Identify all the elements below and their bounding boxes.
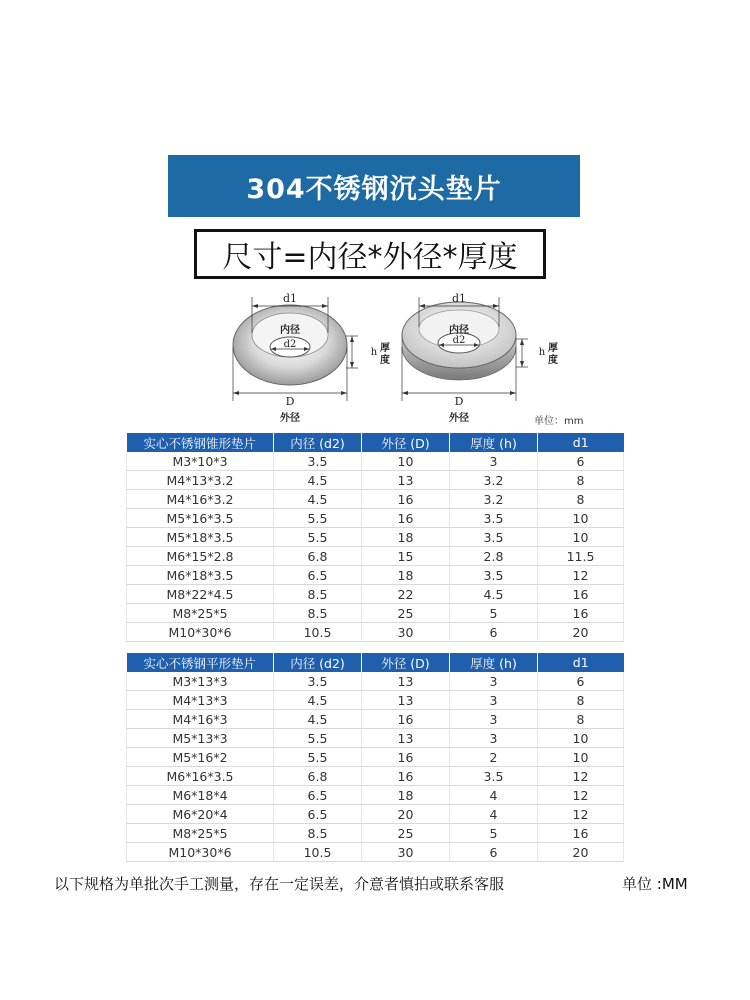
table-cell: 16 [538,824,624,843]
table-cell: 10 [538,729,624,748]
table-cell: 3.2 [450,490,538,509]
table-cell: 30 [362,843,450,862]
table-cell: 4 [450,805,538,824]
conical-outer-label: 外径 [280,413,300,424]
title-banner [168,155,580,217]
table-cell: 8 [538,710,624,729]
table-cell: 20 [362,805,450,824]
banner-title: 304不锈钢沉头垫片 [246,173,502,205]
table-cell: 3 [450,672,538,691]
size-formula-box [194,229,546,279]
column-header: 实心不锈钢平形垫片 [127,653,274,672]
table-cell: 25 [362,824,450,843]
table-cell: 4.5 [274,691,362,710]
table-cell: M5*13*3 [127,729,274,748]
table-cell: M3*10*3 [127,452,274,471]
table-cell: M4*13*3 [127,691,274,710]
table-cell: 4.5 [274,490,362,509]
table-cell: 18 [362,786,450,805]
column-header: 外径 (D) [362,433,450,452]
table-cell: 3.5 [450,509,538,528]
table-row [127,547,624,566]
table-cell: M4*16*3.2 [127,490,274,509]
table-row [127,509,624,528]
table-row [127,566,624,585]
diagram-unit-note: 单位：mm [534,416,584,427]
flat-h-label: h [538,347,546,358]
table-cell: 10 [538,509,624,528]
conical-thickness-label-1: 厚 [380,343,390,354]
table-cell: 6.8 [274,767,362,786]
flat-table-body [127,672,624,862]
table-row [127,623,624,642]
table-cell: M10*30*6 [127,843,274,862]
column-header: d1 [538,653,624,672]
table-cell: 4.5 [450,585,538,604]
table-cell: 16 [362,767,450,786]
table-cell: 5 [450,604,538,623]
table-cell: M3*13*3 [127,672,274,691]
table-row [127,729,624,748]
table-cell: M8*22*4.5 [127,585,274,604]
conical-washer-drawing [233,292,390,424]
table-cell: 10.5 [274,623,362,642]
conical-h-label: h [370,347,378,358]
table-cell: 3.2 [450,471,538,490]
flat-d2-label: d2 [452,335,466,346]
table-cell: 13 [362,471,450,490]
conical-D-label: D [285,395,295,408]
table-row [127,604,624,623]
table-cell: M6*20*4 [127,805,274,824]
table-cell: 12 [538,767,624,786]
table-cell: 16 [362,509,450,528]
flat-D-label: D [454,395,464,408]
conical-d2-label: d2 [283,339,297,350]
table-cell: 6.8 [274,547,362,566]
table-cell: M8*25*5 [127,824,274,843]
table-cell: 6 [450,843,538,862]
table-cell: 3.5 [450,566,538,585]
table-cell: 6.5 [274,566,362,585]
flat-inner-label: 内径 [449,325,469,336]
flat-washer-table [126,653,624,862]
table-cell: 16 [362,710,450,729]
table-cell: 8 [538,490,624,509]
washer-diagram [0,285,750,430]
flat-outer-label: 外径 [449,413,469,424]
table-row [127,786,624,805]
footer-unit: 单位 :MM [622,875,688,893]
table-cell: M6*15*2.8 [127,547,274,566]
table-cell: M6*18*4 [127,786,274,805]
table-cell: 13 [362,672,450,691]
table-cell: M5*18*3.5 [127,528,274,547]
table-cell: 5.5 [274,509,362,528]
table-cell: 16 [538,585,624,604]
flat-d1-label: d1 [451,292,467,305]
table-cell: 12 [538,566,624,585]
table-cell: 25 [362,604,450,623]
table-cell: 6.5 [274,786,362,805]
column-header: 内径 (d2) [274,653,362,672]
table-cell: 18 [362,528,450,547]
table-cell: 3 [450,691,538,710]
table-cell: M6*18*3.5 [127,566,274,585]
table-row [127,490,624,509]
table-cell: 10 [538,528,624,547]
table-cell: 13 [362,691,450,710]
flat-thickness-label-1: 厚 [548,343,558,354]
table-cell: 10.5 [274,843,362,862]
table-cell: 4.5 [274,710,362,729]
flat-table-header [127,653,624,672]
conical-thickness-label-2: 度 [380,355,390,366]
table-cell: 3 [450,710,538,729]
table-row [127,691,624,710]
table-cell: 16 [362,490,450,509]
table-row [127,471,624,490]
table-cell: 8 [538,471,624,490]
table-cell: M5*16*3.5 [127,509,274,528]
table-cell: 2.8 [450,547,538,566]
table-row [127,528,624,547]
table-row [127,748,624,767]
table-row [127,805,624,824]
table-cell: 10 [538,748,624,767]
table-cell: 18 [362,566,450,585]
table-cell: M10*30*6 [127,623,274,642]
flat-washer-drawing [402,292,558,424]
table-cell: 22 [362,585,450,604]
table-cell: 8.5 [274,585,362,604]
table-cell: 4.5 [274,471,362,490]
table-row [127,672,624,691]
table-cell: 5.5 [274,748,362,767]
table-cell: 3.5 [450,767,538,786]
table-cell: 16 [362,748,450,767]
table-row [127,824,624,843]
size-formula-text: 尺寸=内径*外径*厚度 [222,240,518,275]
table-cell: 12 [538,805,624,824]
table-row [127,452,624,471]
table-row [127,843,624,862]
flat-thickness-label-2: 度 [548,355,558,366]
column-header: 内径 (d2) [274,433,362,452]
table-cell: 6 [538,672,624,691]
table-cell: 3.5 [450,528,538,547]
table-cell: 3 [450,452,538,471]
column-header: 实心不锈钢锥形垫片 [127,433,274,452]
conical-table-header [127,433,624,452]
table-cell: 6 [450,623,538,642]
footer-disclaimer: 以下规格为单批次手工测量，存在一定误差，介意者慎拍或联系客服 [54,875,505,893]
table-cell: 30 [362,623,450,642]
table-cell: 20 [538,843,624,862]
table-cell: 5.5 [274,729,362,748]
table-cell: M4*16*3 [127,710,274,729]
table-cell: 8.5 [274,604,362,623]
table-cell: 11.5 [538,547,624,566]
table-cell: 10 [362,452,450,471]
table-cell: 20 [538,623,624,642]
table-cell: M5*16*2 [127,748,274,767]
table-cell: 8 [538,691,624,710]
table-cell: 3 [450,729,538,748]
table-row [127,710,624,729]
table-cell: 16 [538,604,624,623]
table-row [127,767,624,786]
table-cell: 5 [450,824,538,843]
table-cell: M6*16*3.5 [127,767,274,786]
column-header: 厚度 (h) [450,653,538,672]
table-cell: 8.5 [274,824,362,843]
conical-d1-label: d1 [282,292,298,305]
table-cell: 15 [362,547,450,566]
column-header: d1 [538,433,624,452]
conical-washer-table [126,433,624,642]
table-cell: 2 [450,748,538,767]
table-cell: 4 [450,786,538,805]
table-cell: 6 [538,452,624,471]
column-header: 外径 (D) [362,653,450,672]
table-cell: 6.5 [274,805,362,824]
table-cell: M8*25*5 [127,604,274,623]
conical-table-body [127,452,624,642]
table-row [127,585,624,604]
table-cell: M4*13*3.2 [127,471,274,490]
table-cell: 5.5 [274,528,362,547]
table-cell: 3.5 [274,672,362,691]
table-cell: 12 [538,786,624,805]
table-cell: 13 [362,729,450,748]
column-header: 厚度 (h) [450,433,538,452]
table-cell: 3.5 [274,452,362,471]
conical-inner-label: 内径 [280,325,300,336]
